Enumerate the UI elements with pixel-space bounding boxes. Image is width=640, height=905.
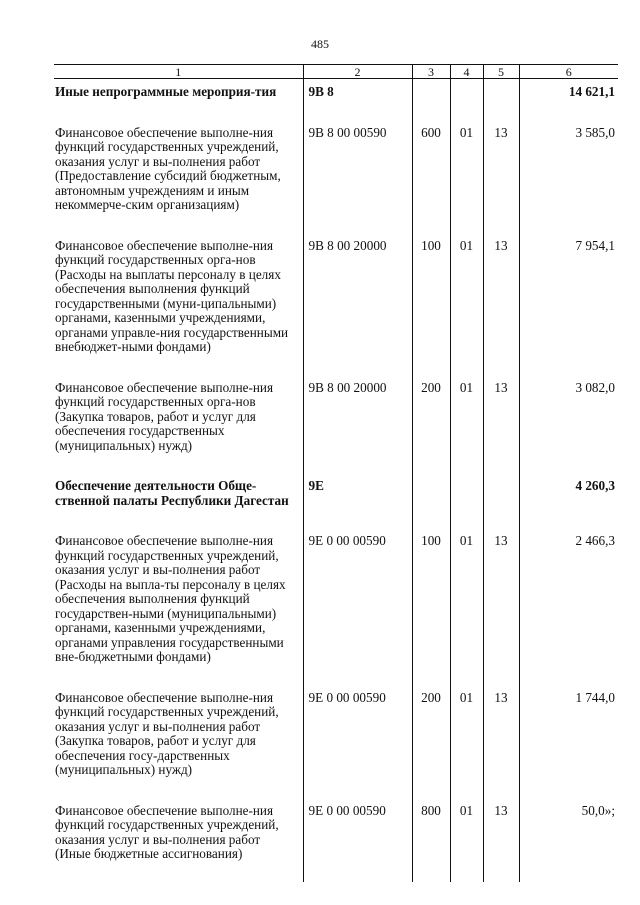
column-header-6: 6 bbox=[519, 65, 618, 79]
row-section-cell: 01 bbox=[450, 528, 483, 685]
row-amount-cell: 2 466,3 bbox=[519, 528, 618, 685]
row-section-cell: 01 bbox=[450, 233, 483, 375]
row-name-cell: Финансовое обеспечение выполне-ния функций государственных учреждений, оказания услуг и вы-полнения работ (Расходы на выпла-ты персоналу в целях обеспечения выполнения функций государствен-ными (муниципальными) органами, казенными учреждениями, органами управления государственными вне-бюджетными фондами) bbox=[55, 533, 286, 664]
row-subsection-cell: 13 bbox=[483, 233, 519, 375]
row-subsection-cell bbox=[483, 473, 519, 528]
row-amount-cell: 3 585,0 bbox=[519, 120, 618, 233]
row-expense-type-cell bbox=[412, 473, 450, 528]
table-row bbox=[54, 473, 618, 528]
table-row bbox=[54, 233, 618, 375]
row-expense-type-cell: 200 bbox=[412, 375, 450, 474]
row-amount-cell: 1 744,0 bbox=[519, 685, 618, 798]
table-row bbox=[54, 120, 618, 233]
row-subsection-cell: 13 bbox=[483, 685, 519, 798]
row-amount-cell: 14 621,1 bbox=[519, 79, 618, 120]
row-name-cell: Иные непрограммные мероприя-тия bbox=[55, 84, 277, 99]
row-expense-type-cell: 200 bbox=[412, 685, 450, 798]
row-name-cell: Финансовое обеспечение выполне-ния функций государственных орга-нов (Расходы на выплаты персоналу в целях обеспечения выполнения функций государственными (муни-ципальными) органами, казенными учреждениями, органами управле-ния государственными внебюджет-ными фондами) bbox=[55, 237, 289, 354]
row-subsection-cell bbox=[483, 79, 519, 120]
column-header-2: 2 bbox=[303, 65, 412, 79]
row-code-cell: 9В 8 bbox=[303, 79, 412, 120]
row-name-cell: Обеспечение деятельности Обще-ственной палаты Республики Дагестан bbox=[55, 478, 289, 508]
row-expense-type-cell: 800 bbox=[412, 798, 450, 882]
column-header-4: 4 bbox=[450, 65, 483, 79]
row-amount-cell: 4 260,3 bbox=[519, 473, 618, 528]
row-section-cell: 01 bbox=[450, 375, 483, 474]
row-name-cell: Финансовое обеспечение выполне-ния функций государственных учреждений, оказания услуг и вы-полнения работ (Предоставление субсидий бюджетным, автономным учреждениям и иным некоммерче-ским организациям) bbox=[55, 124, 281, 212]
column-header-5: 5 bbox=[483, 65, 519, 79]
row-section-cell bbox=[450, 473, 483, 528]
row-name-cell: Финансовое обеспечение выполне-ния функций государственных орга-нов (Закупка товаров, работ и услуг для обеспечения государственных (муниципальных) нужд) bbox=[55, 379, 274, 453]
row-name-cell: Финансовое обеспечение выполне-ния функций государственных учреждений, оказания услуг и вы-полнения работ (Иные бюджетные ассигнования) bbox=[55, 802, 279, 861]
row-expense-type-cell: 100 bbox=[412, 528, 450, 685]
row-code-cell: 9В 8 00 00590 bbox=[303, 120, 412, 233]
row-section-cell: 01 bbox=[450, 685, 483, 798]
row-name-cell: Финансовое обеспечение выполне-ния функций государственных учреждений, оказания услуг и вы-полнения работ (Закупка товаров, работ и услуг для обеспечения госу-дарственных (муниципальных) нужд) bbox=[55, 689, 279, 777]
row-expense-type-cell: 600 bbox=[412, 120, 450, 233]
row-section-cell: 01 bbox=[450, 120, 483, 233]
row-amount-cell: 7 954,1 bbox=[519, 233, 618, 375]
row-amount-cell: 50,0»; bbox=[519, 798, 618, 882]
row-code-cell: 9Е 0 00 00590 bbox=[303, 798, 412, 882]
row-section-cell bbox=[450, 79, 483, 120]
budget-table bbox=[54, 64, 618, 882]
row-expense-type-cell: 100 bbox=[412, 233, 450, 375]
table-row bbox=[54, 685, 618, 798]
row-subsection-cell: 13 bbox=[483, 375, 519, 474]
row-subsection-cell: 13 bbox=[483, 120, 519, 233]
row-code-cell: 9В 8 00 20000 bbox=[303, 375, 412, 474]
row-subsection-cell: 13 bbox=[483, 528, 519, 685]
row-amount-cell: 3 082,0 bbox=[519, 375, 618, 474]
row-code-cell: 9Е 0 00 00590 bbox=[303, 528, 412, 685]
row-subsection-cell: 13 bbox=[483, 798, 519, 882]
column-header-3: 3 bbox=[412, 65, 450, 79]
table-row bbox=[54, 798, 618, 882]
table-row bbox=[54, 79, 618, 120]
table-row bbox=[54, 375, 618, 474]
row-code-cell: 9В 8 00 20000 bbox=[303, 233, 412, 375]
column-header-1: 1 bbox=[54, 65, 303, 79]
row-code-cell: 9Е 0 00 00590 bbox=[303, 685, 412, 798]
row-expense-type-cell bbox=[412, 79, 450, 120]
table-row bbox=[54, 528, 618, 685]
header-row bbox=[54, 65, 618, 79]
row-code-cell: 9Е bbox=[303, 473, 412, 528]
row-section-cell: 01 bbox=[450, 798, 483, 882]
page-number: 485 bbox=[311, 37, 329, 51]
